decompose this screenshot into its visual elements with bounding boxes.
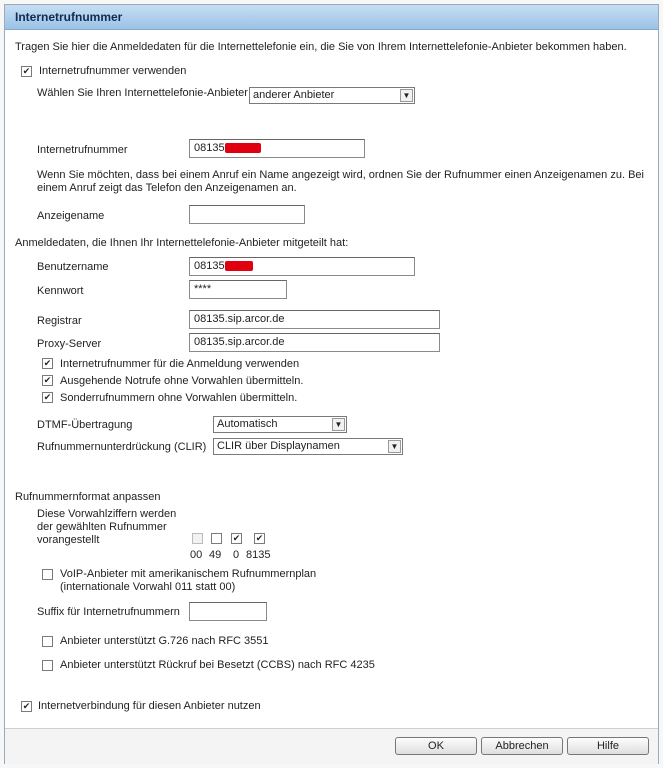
dtmf-select[interactable] bbox=[213, 416, 347, 433]
g726-label: Anbieter unterstützt G.726 nach RFC 3551 bbox=[60, 635, 269, 647]
prefix-text-line-1: Diese Vorwahlziffern werden bbox=[37, 508, 177, 520]
ok-button[interactable]: OK bbox=[395, 737, 477, 755]
prefix-label: 49 bbox=[209, 549, 222, 561]
chevron-down-icon: ▼ bbox=[332, 418, 345, 431]
chevron-down-icon: ▼ bbox=[388, 440, 401, 453]
internet-conn-label: Internetverbindung für diesen Anbieter nutzen bbox=[38, 700, 261, 712]
cancel-button[interactable]: Abbrechen bbox=[481, 737, 563, 755]
redaction-mark bbox=[225, 143, 261, 153]
display-hint-line-2: einem Anruf zeigt das Telefon den Anzeigenamen an. bbox=[37, 182, 297, 194]
option-checkbox[interactable] bbox=[42, 392, 53, 403]
prefix-text-line-3: vorangestellt bbox=[37, 534, 100, 546]
prefix-checkbox-00[interactable] bbox=[192, 533, 203, 544]
help-button[interactable]: Hilfe bbox=[567, 737, 649, 755]
clir-label: Rufnummernunterdrückung (CLIR) bbox=[37, 441, 207, 453]
registrar-input[interactable] bbox=[189, 310, 440, 329]
option-label: Internetrufnummer für die Anmeldung verwenden bbox=[60, 358, 300, 370]
option-checkbox[interactable] bbox=[42, 358, 53, 369]
button-bar bbox=[5, 728, 658, 764]
provider-select[interactable] bbox=[249, 87, 415, 104]
g726-checkbox[interactable] bbox=[42, 636, 53, 647]
ccbs-label: Anbieter unterstützt Rückruf bei Besetzt (CCBS) nach RFC 4235 bbox=[60, 659, 375, 671]
provider-label: Wählen Sie Ihren Internettelefonie-Anbieter bbox=[37, 87, 248, 99]
password-input[interactable] bbox=[189, 280, 287, 299]
internet-conn-checkbox[interactable] bbox=[21, 701, 32, 712]
voip-us-sublabel: (internationale Vorwahl 011 statt 00) bbox=[60, 581, 236, 593]
settings-panel bbox=[4, 4, 659, 764]
password-label: Kennwort bbox=[37, 285, 84, 297]
proxy-label: Proxy-Server bbox=[37, 338, 102, 350]
provider-value: anderer Anbieter bbox=[253, 89, 335, 101]
dtmf-label: DTMF-Übertragung bbox=[37, 419, 133, 431]
use-number-label: Internetrufnummer verwenden bbox=[39, 65, 187, 77]
chevron-down-icon: ▼ bbox=[400, 89, 413, 102]
clir-value: CLIR über Displaynamen bbox=[217, 440, 340, 452]
username-value: 08135 bbox=[194, 260, 225, 272]
number-label: Internetrufnummer bbox=[37, 144, 128, 156]
proxy-value: 08135.sip.arcor.de bbox=[194, 336, 285, 348]
proxy-input[interactable] bbox=[189, 333, 440, 352]
username-label: Benutzername bbox=[37, 261, 109, 273]
dtmf-value: Automatisch bbox=[217, 418, 278, 430]
prefix-text-line-2: der gewählten Rufnummer bbox=[37, 521, 167, 533]
prefix-checkbox-8135[interactable] bbox=[254, 533, 265, 544]
option-label: Ausgehende Notrufe ohne Vorwahlen übermitteln. bbox=[60, 375, 304, 387]
display-name-label: Anzeigename bbox=[37, 210, 105, 222]
credentials-heading: Anmeldedaten, die Ihnen Ihr Internettelefonie-Anbieter mitgeteilt hat: bbox=[15, 237, 349, 249]
prefix-checkbox-0[interactable] bbox=[231, 533, 242, 544]
registrar-label: Registrar bbox=[37, 315, 82, 327]
password-value: **** bbox=[194, 283, 212, 295]
redaction-mark bbox=[225, 261, 253, 271]
prefix-label: 00 bbox=[190, 549, 203, 561]
clir-select[interactable] bbox=[213, 438, 403, 455]
username-input[interactable] bbox=[189, 257, 415, 276]
voip-us-checkbox[interactable] bbox=[42, 569, 53, 580]
ccbs-checkbox[interactable] bbox=[42, 660, 53, 671]
option-checkbox[interactable] bbox=[42, 375, 53, 386]
display-name-input[interactable] bbox=[189, 205, 305, 224]
number-value: 08135 bbox=[194, 142, 225, 154]
option-label: Sonderrufnummern ohne Vorwahlen übermitteln. bbox=[60, 392, 298, 404]
prefix-label: 0 bbox=[233, 549, 240, 561]
prefix-checkbox-49[interactable] bbox=[211, 533, 222, 544]
display-hint-line-1: Wenn Sie möchten, dass bei einem Anruf ein Name angezeigt wird, ordnen Sie der Rufnummer einen Anzeigenamen zu. Bei bbox=[37, 169, 644, 181]
registrar-value: 08135.sip.arcor.de bbox=[194, 313, 285, 325]
page-title: Internetrufnummer bbox=[15, 10, 123, 24]
suffix-input[interactable] bbox=[189, 602, 267, 621]
panel-titlebar bbox=[5, 5, 658, 30]
number-input[interactable] bbox=[189, 139, 365, 158]
intro-text: Tragen Sie hier die Anmeldedaten für die Internettelefonie ein, die Sie von Ihrem Internettelefonie-Anbieter bekommen haben. bbox=[15, 41, 627, 53]
prefix-label: 8135 bbox=[246, 549, 271, 561]
suffix-label: Suffix für Internetrufnummern bbox=[37, 606, 180, 618]
use-number-checkbox[interactable] bbox=[21, 66, 32, 77]
voip-us-label: VoIP-Anbieter mit amerikanischem Rufnummernplan bbox=[60, 568, 317, 580]
format-heading: Rufnummernformat anpassen bbox=[15, 491, 161, 503]
